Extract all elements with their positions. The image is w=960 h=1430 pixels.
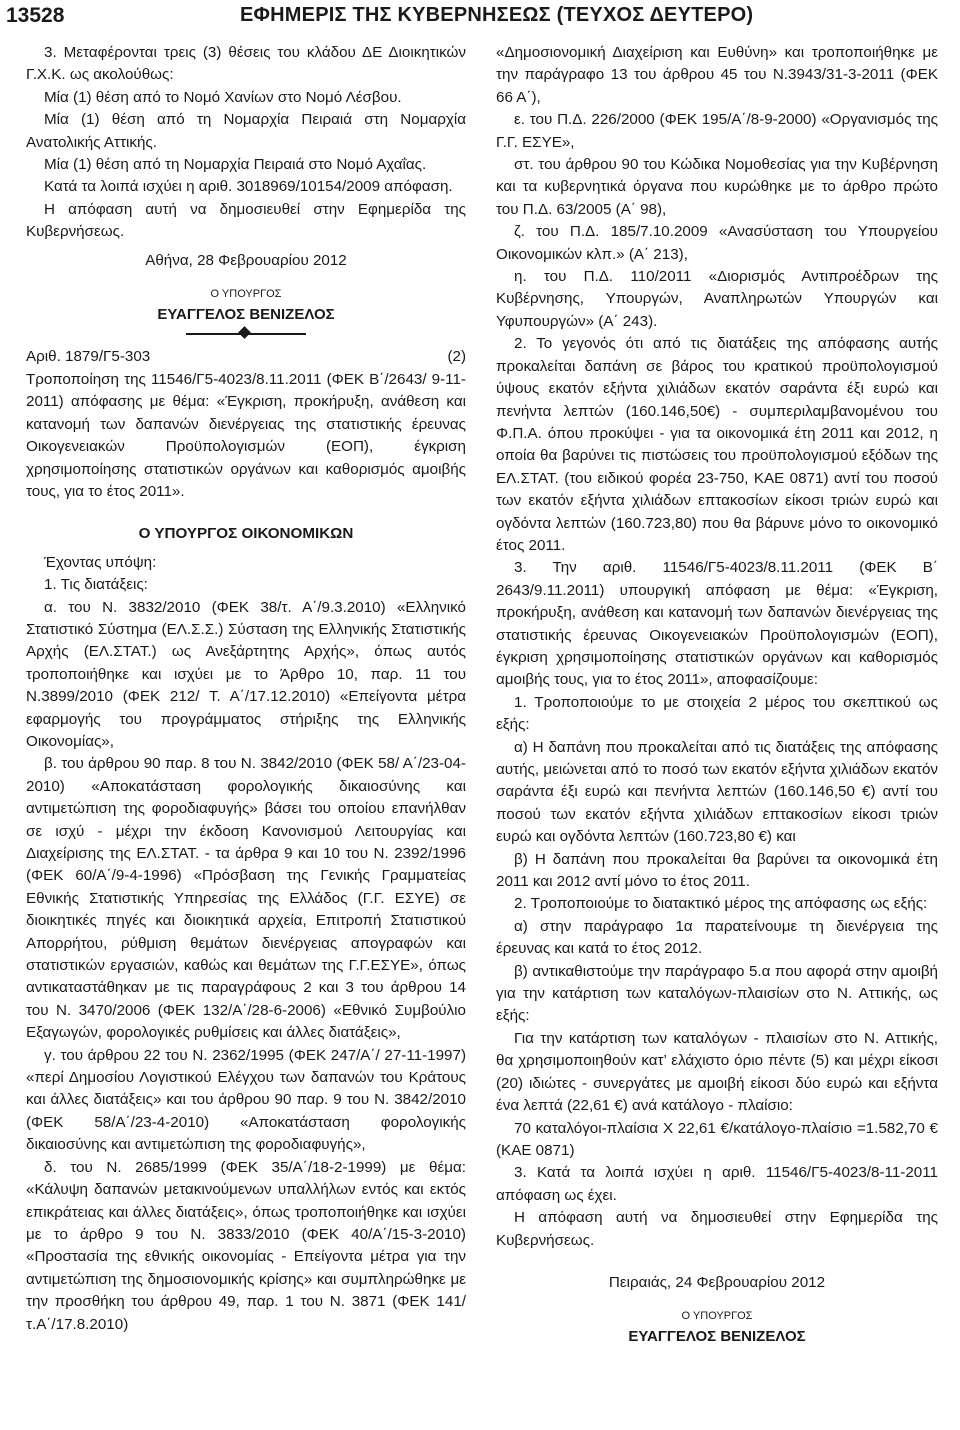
minister-heading: Ο ΥΠΟΥΡΓΟΣ ΟΙΚΟΝΟΜΙΚΩΝ [138, 525, 354, 543]
item-h: η. του Π.Δ. 110/2011 «Διορισμός Αντιπροέδρων της Κυβέρνησης, Υπουργών, Αναπληρωτών Υπουργών και Υφυπουργών» (Α΄ 243). [496, 268, 938, 330]
item-st: στ. του άρθρου 90 του Κώδικα Νομοθεσίας για την Κυβέρνηση και τα κυβερνητικά όργανα που κυρώθηκε με το άρθρο πρώτο του Π.Δ. 63/2005 (Α΄ 98), [496, 156, 938, 218]
decision-count: (2) [447, 348, 466, 366]
paragraph-publication-right: Η απόφαση αυτή να δημοσιευθεί στην Εφημερίδα της Κυβερνήσεως. [496, 1209, 938, 1249]
diamond-ornament-icon [238, 327, 251, 340]
decision-title: Τροποποίηση της 11546/Γ5-4023/8.11.2011 (ΦΕΚ Β΄/2643/ 9-11-2011) απόφασης με θέμα: «Έγκριση, προκήρυξη, ανάθεση και κατανομή των δαπανών διενέργειας της στατιστικής έρευνας Οικογενειακών Προϋπολογισμών (ΕΟΠ), έγκριση χρησιμοποίησης στατιστικών οργάνων και καθορισμός αμοιβής τους, για το έτος 2011». [26, 370, 466, 500]
signatory-name-right: ΕΥΑΓΓΕΛΟΣ ΒΕΝΙΖΕΛΟΣ [628, 1328, 806, 1346]
paragraph-transfers: 3. Μεταφέρονται τρεις (3) θέσεις του κλάδου ΔΕ Διοικητικών Γ.Χ.Κ. ως ακολούθως: [26, 44, 466, 84]
item-e: ε. του Π.Δ. 226/2000 (ΦΕΚ 195/Α΄/8-9-2000) «Οργανισμός της Γ.Γ. ΕΣΥΕ», [496, 111, 938, 151]
item-d: δ. του Ν. 2685/1999 (ΦΕΚ 35/Α΄/18-2-1999) με θέμα: «Κάλυψη δαπανών μετακινούμενων υπαλλήλων εντός και εκτός επικράτειας και άλλες διατάξεις», όπως τροποποιήθηκε και ισχύει με το άρθρο 9 του Ν. 3833/2010 (ΦΕΚ 40/Α΄/15-3-2010) «Προστασία της εθνικής οικονομίας - Επείγοντα μέτρα για την αντιμετώπιση της δημοσιονομικής κρίσης» και συμπληρώθηκε με την προσθήκη του άρθρου 49, παρ. 1 του Ν. 3871 (ΦΕΚ 141/τ.Α΄/17.8.2010) [26, 1158, 466, 1333]
paragraph-position-1: Μία (1) θέση από το Νομό Χανίων στο Νομό Λέσβου. [44, 88, 402, 106]
section-divider [26, 328, 466, 340]
amend-1a: α) Η δαπάνη που προκαλείται από τις διατάξεις της απόφασης αυτής, μειώνεται από το ποσό των εκατόν εξήντα χιλιάδων εκατόν σαράντα έξι ευρώ και πενήντα λεπτών (160.146,50 €) αντί του ποσού των εκατόν εξήντα χιλιάδων επτακοσίων είκοσι τριών ευρώ και ογδόντα λεπτών (160.723,80 €) και [496, 738, 938, 846]
signing-date: Αθήνα, 28 Φεβρουαρίου 2012 [145, 251, 347, 269]
signatory-role-right: Ο ΥΠΟΥΡΓΟΣ [681, 1310, 753, 1323]
catalogue-compilation: Για την κατάρτιση των καταλόγων - πλαισίων στο Ν. Αττικής, θα χρησιμοποιηθούν κατ’ ελάχιστο όριο πέντε (5) και μέχρι είκοσι (20) ιδιώτες - συνεργάτες με αμοιβή είκοσι δύο ευρώ και εξήντα ένα λεπτά (22,61 €) ανά κατάλογο - πλαίσιο: [496, 1029, 938, 1115]
item-1: 1. Τις διατάξεις: [44, 576, 148, 594]
page-header [0, 4, 960, 34]
item-g: γ. του άρθρου 22 του Ν. 2362/1995 (ΦΕΚ 247/Α΄/ 27-11-1997) «περί Δημοσίου Λογιστικού Ελέγχου των δαπανών του Κράτους και άλλες διατάξεις» και του άρθρου 90 παρ. 9 του Ν. 3842/2010 (ΦΕΚ 58/Α΄/23-4-2010) «Αποκατάσταση φορολογικής δικαιοσύνης και αντιμετώπιση της φοροδιαφυγής», [26, 1046, 466, 1154]
amend-3: 3. Κατά τα λοιπά ισχύει η αριθ. 11546/Γ5-4023/8-11-2011 απόφαση ως έχει. [496, 1164, 938, 1204]
item-b: β. του άρθρου 90 παρ. 8 του Ν. 3842/2010 (ΦΕΚ 58/ Α΄/23-04-2010) «Αποκατάσταση φορολογικής δικαιοσύνης και αντιμετώπιση της φοροδιαφυγής» βάσει του οποίου επανήλθαν σε ισχύ - μέχρι την έκδοση Κανονισμού Λειτουργίας και Διαχείρισης της ΕΛ.ΣΤΑΤ. - τα άρθρα 9 και 10 του Ν. 2392/1996 (ΦΕΚ 60/Α΄/9-4-1996) «Πρόσβαση της Γενικής Γραμματείας Εθνικής Στατιστικής Υπηρεσίας της Ελλάδος (Γ.Γ. ΕΣΥΕ) σε διοικητικές πηγές και διοικητικά αρχεία, Επιτροπή Στατιστικού Απορρήτου, ρύθμιση θεμάτων διενέργειας απογραφών και στατιστικών εργασιών, καθώς και θεμάτων της Γ.Γ.ΕΣΥΕ», όπως αντικαταστάθηκαν με τις παραγράφους 2 και 3 του άρθρου 14 του Ν. 3470/2006 (ΦΕΚ 132/Α΄/28-6-2006) «Εθνικό Συμβούλιο Εξαγωγών, φορολογικές ρυθμίσεις και άλλες διατάξεις», [26, 755, 466, 1042]
decision-number: Αριθ. 1879/Γ5-303 [26, 348, 151, 366]
amend-2b: β) αντικαθιστούμε την παράγραφο 5.α που αφορά στην αμοιβή για την κατάρτιση των καταλόγων-πλαισίων στο Ν. Αττικής, ως εξής: [496, 962, 938, 1025]
item-3-decision: 3. Την αριθ. 11546/Γ5-4023/8.11.2011 (ΦΕΚ Β΄ 2643/9.11.2011) υπουργική απόφαση με θέμα: «Έγκριση, προκήρυξη, ανάθεση και κατανομή των δαπανών διενέργειας της στατιστικής έρευνας Οικογενειακών Προϋπολογισμών (ΕΟΠ), έγκριση χρησιμοποίησης στατιστικών οργάνων και καθορισμός αμοιβής τους, για το έτος 2011», αποφασίζουμε: [496, 559, 938, 689]
item-d-continued: «Δημοσιονομική Διαχείριση και Ευθύνη» και τροποποιήθηκε με την παράγραφο 13 του άρθρου 45 του Ν.3943/31-3-2011 (ΦΕΚ 66 Α΄), [496, 44, 938, 106]
paragraph-publication: Η απόφαση αυτή να δημοσιευθεί στην Εφημερίδα της Κυβερνήσεως. [26, 200, 466, 241]
decision-reference [26, 346, 466, 368]
left-column [26, 42, 466, 1336]
paragraph-position-2: Μία (1) θέση από τη Νομαρχία Πειραιά στη Νομαρχία Ανατολικής Αττικής. [26, 111, 466, 151]
signatory-name: ΕΥΑΓΓΕΛΟΣ ΒΕΝΙΖΕΛΟΣ [157, 306, 335, 324]
amend-1b: β) Η δαπάνη που προκαλείται θα βαρύνει τα οικονομικά έτη 2011 και 2012 αντί μόνο το έτος 2011. [496, 850, 938, 891]
paragraph-otherwise: Κατά τα λοιπά ισχύει η αριθ. 3018969/10154/2009 απόφαση. [44, 178, 453, 196]
having-regard: Έχοντας υπόψη: [44, 553, 157, 571]
signatory-role: Ο ΥΠΟΥΡΓΟΣ [210, 288, 282, 301]
page-number: 13528 [6, 4, 65, 27]
signing-date-right: Πειραιάς, 24 Φεβρουαρίου 2012 [608, 1273, 826, 1291]
paragraph-position-3: Μία (1) θέση από τη Νομαρχία Πειραιά στο Νομό Αχαΐας. [44, 156, 427, 174]
item-2-expense: 2. Το γεγονός ότι από τις διατάξεις της απόφασης αυτής προκαλείται δαπάνη σε βάρος του κρατικού προϋπολογισμού ύψους εκατόν εξήντα χιλιάδων εκατόν σαράντα έξι ευρώ και πενήντα λεπτών (160.146,50€) - συμπεριλαμβανομένου του Φ.Π.Α. όπου προκύψει - για τα οικονομικά έτη 2011 και 2012, η οποία θα βαρύνει τις πιστώσεις του προϋπολογισμού εξόδων της ΕΛ.ΣΤΑΤ. (του ειδικού φορέα 23-750, ΚΑΕ 0871) αντί του ποσού των εκατόν εξήντα χιλιάδων επτακοσίων είκοσι τριών ευρώ και ογδόντα λεπτών (160.723,80) που θα βάρυνε μόνο το οικονομικό έτος 2011. [496, 335, 938, 554]
catalogue-calculation: 70 καταλόγοι-πλαίσια Χ 22,61 €/κατάλογο-πλαίσιο =1.582,70 € (ΚΑΕ 0871) [496, 1119, 938, 1159]
item-a: α. του Ν. 3832/2010 (ΦΕΚ 38/τ. Α΄/9.3.2010) «Ελληνικό Στατιστικό Σύστημα (ΕΛ.Σ.Σ.) Σύσταση της Ελληνικής Στατιστικής Αρχής (ΕΛ.ΣΤΑΤ.) ως Ανεξάρτητης Αρχής», όπως αυτός τροποποιήθηκε και ισχύει με το Άρθρο 10, παρ. 11 του Ν.3899/2010 (ΦΕΚ 212/ Τ. Α΄/17.12.2010) «Επείγοντα μέτρα εφαρμογής του προγράμματος στήριξης της Ελληνικής Οικονομίας», [26, 598, 466, 750]
right-column [496, 42, 938, 1349]
item-z: ζ. του Π.Δ. 185/7.10.2009 «Ανασύσταση του Υπουργείου Οικονομικών κλπ.» (Α΄ 213), [496, 223, 938, 263]
amend-2: 2. Τροποποιούμε το διατακτικό μέρος της απόφασης ως εξής: [514, 895, 928, 913]
gazette-title: ΕΦΗΜΕΡΙΣ ΤΗΣ ΚΥΒΕΡΝΗΣΕΩΣ (ΤΕΥΧΟΣ ΔΕΥΤΕΡΟ) [240, 4, 754, 26]
amend-2a: α) στην παράγραφο 1α παρατείνουμε τη διενέργεια της έρευνας και κατά το έτος 2012. [496, 917, 938, 958]
amend-1: 1. Τροποποιούμε το με στοιχεία 2 μέρος του σκεπτικού ως εξής: [496, 693, 938, 734]
